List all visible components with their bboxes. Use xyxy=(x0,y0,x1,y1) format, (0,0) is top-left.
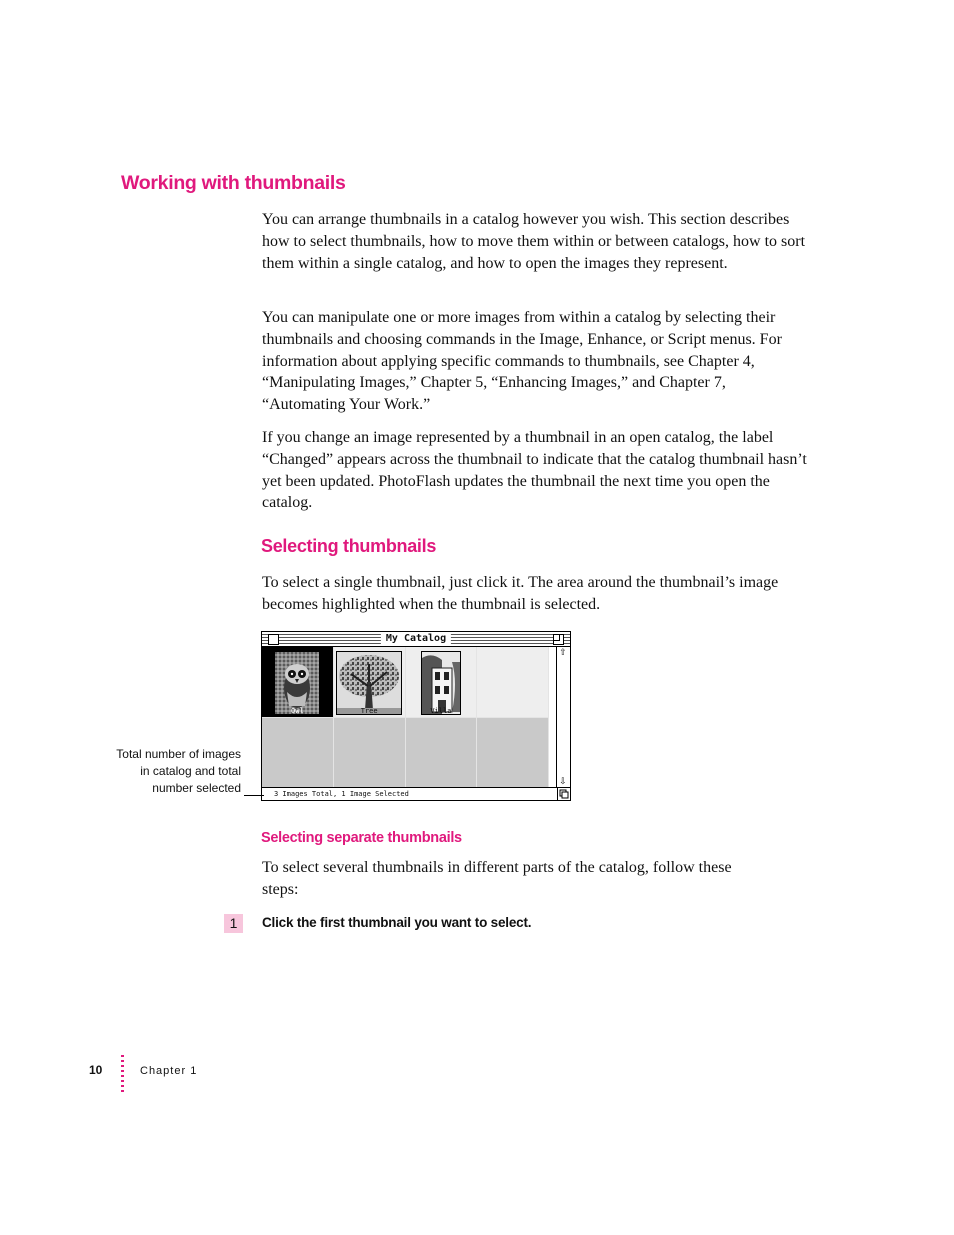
paragraph-changed: If you change an image represented by a thumbnail in an open catalog, the label “Changed” appears across the thumbnail to indicate that the catalog thumbnail hasn’t yet been updated. PhotoFlash updates the thumbnail the next time you open the catalog. xyxy=(262,429,807,512)
chapter-label: Chapter 1 xyxy=(140,1065,198,1077)
thumbnail-tree[interactable] xyxy=(334,647,406,718)
paragraph-select-single: To select a single thumbnail, just click it. The area around the thumbnail’s image becomes highlighted when the thumbnail is selected. xyxy=(262,574,779,613)
empty-cell xyxy=(477,647,549,718)
scroll-down-icon[interactable]: ⇩ xyxy=(559,777,567,787)
tree-image-icon xyxy=(336,651,402,715)
page-number: 10 xyxy=(89,1063,103,1077)
callout-leader-line xyxy=(244,795,264,796)
size-box-icon[interactable] xyxy=(557,788,570,800)
zoom-box-icon[interactable] xyxy=(553,634,564,645)
empty-cell xyxy=(406,718,478,789)
catalog-status-text: 3 Images Total, 1 Image Selected xyxy=(274,790,409,798)
thumbnail-grid xyxy=(262,647,549,789)
footer-dotted-rule xyxy=(121,1055,124,1095)
window-title: My Catalog xyxy=(381,632,451,646)
figure-callout: Total number of images in catalog and total number selected xyxy=(116,747,241,795)
thumbnail-label: Tree xyxy=(360,707,378,715)
thumbnail-villa[interactable] xyxy=(406,647,478,718)
thumbnail-owl[interactable] xyxy=(262,647,334,718)
subsubsection-heading: Selecting separate thumbnails xyxy=(261,830,462,846)
step-text: Click the first thumbnail you want to select. xyxy=(262,915,532,930)
villa-image-icon xyxy=(421,651,461,715)
step-number-badge: 1 xyxy=(224,914,243,933)
section-heading: Working with thumbnails xyxy=(121,172,346,194)
thumbnail-label: Villa xyxy=(430,707,452,715)
catalog-window xyxy=(261,631,571,801)
vertical-scrollbar[interactable] xyxy=(556,647,570,789)
paragraph-intro: You can arrange thumbnails in a catalog however you wish. This section describes how to select thumbnails, how to move them within or between catalogs, how to sort them within a single catalog, and how to open the images they represent. xyxy=(262,211,806,272)
close-box-icon[interactable] xyxy=(268,634,279,645)
thumbnail-label: Owl xyxy=(291,707,304,715)
catalog-status-bar xyxy=(262,787,570,800)
empty-cell xyxy=(477,718,549,789)
empty-cell xyxy=(262,718,334,789)
scroll-up-icon[interactable]: ⇧ xyxy=(559,648,567,658)
subsection-heading: Selecting thumbnails xyxy=(261,536,437,556)
paragraph-manipulate: You can manipulate one or more images from within a catalog by selecting their thumbnails and choosing commands in the Image, Enhance, or Script menus. For information about applying specific commands to thumbnails, see Chapter 4, “Manipulating Images,” Chapter 5, “Enhancing Images,” and Chapter 7, “Automating Your Work.” xyxy=(262,309,782,414)
paragraph-select-several: To select several thumbnails in different parts of the catalog, follow these steps: xyxy=(262,859,732,898)
owl-image-icon xyxy=(274,651,320,715)
empty-cell xyxy=(334,718,406,789)
window-title-bar[interactable] xyxy=(262,632,570,647)
